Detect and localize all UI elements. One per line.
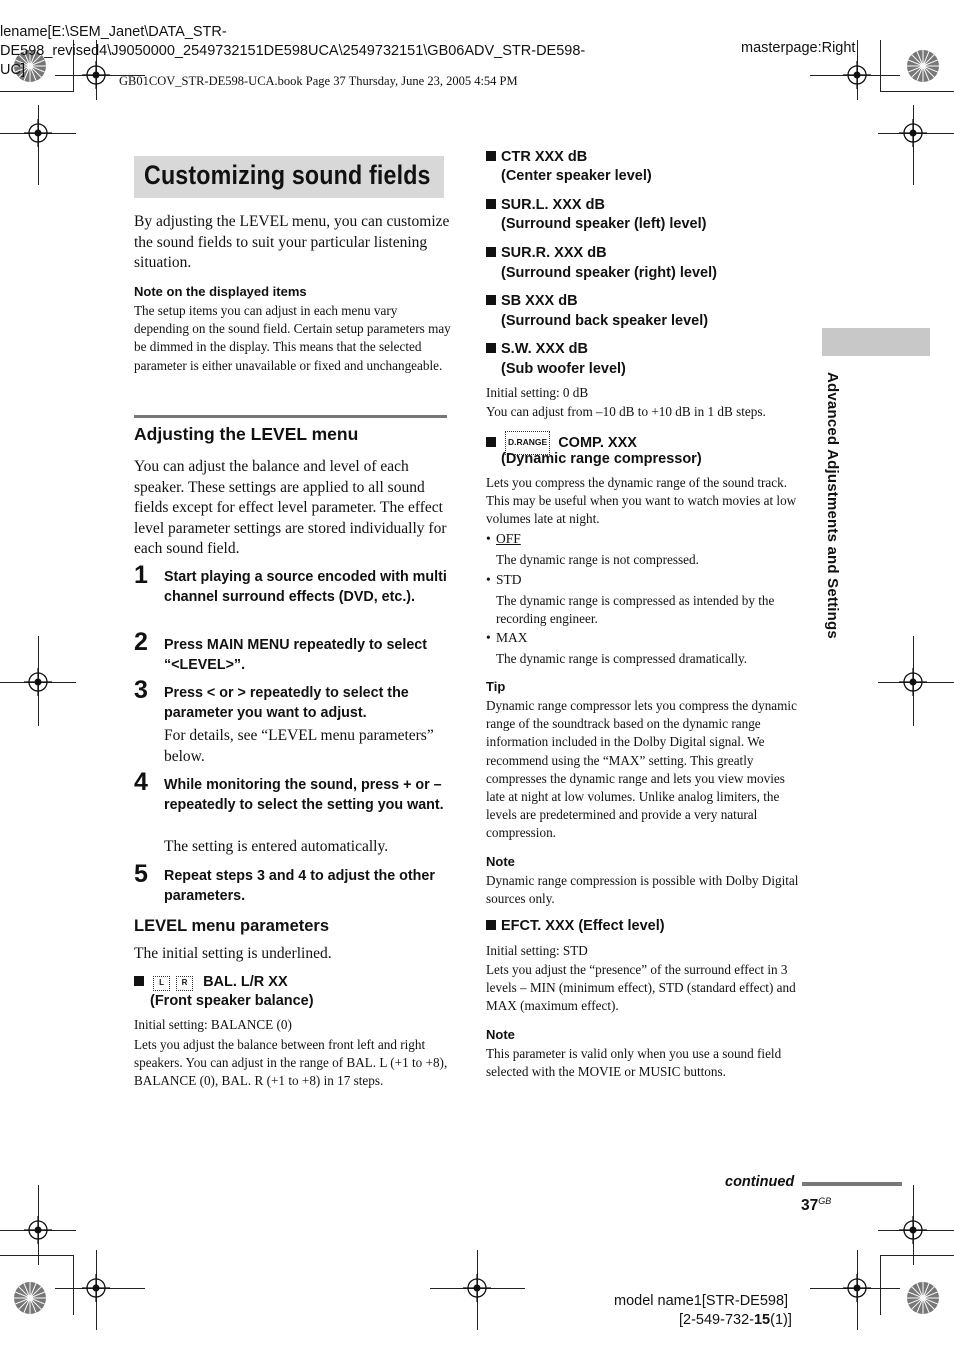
step-text: Press MAIN MENU repeatedly to select “<LEVEL>”. — [164, 637, 427, 673]
level-subheading: (Surround speaker (right) level) — [501, 265, 717, 281]
filename-line-1: lename[E:\SEM_Janet\DATA_STR- — [0, 24, 227, 40]
option-description: The dynamic range is compressed dramatically. — [496, 651, 748, 666]
continued-rule — [802, 1182, 902, 1186]
step-text: While monitoring the sound, press + or – repeatedly to select the setting you want. — [164, 777, 444, 813]
filename-line-2: DE598_revised4\J9050000_2549732151DE598UCA\2549732151\GB06ADV_STR-DE598- — [0, 43, 586, 59]
balance-heading-text: BAL. L/R XX — [203, 974, 288, 990]
page-number: $37^{GB}$ — [801, 1196, 832, 1215]
option-description: The dynamic range is not compressed. — [496, 552, 699, 567]
comp-heading: D.RANGE COMP. XXX — [486, 431, 637, 455]
level-heading: S.W. XXX dB — [486, 340, 588, 360]
balance-description: Lets you adjust the balance between front left and right speakers. You can adjust in the range of BAL. L (+1 to +8), BALANCE (0), BAL. R (+1 to +8) in 17 steps. — [134, 1037, 448, 1089]
step-number: 5 — [134, 860, 148, 888]
option-description: The dynamic range is compressed as intended by the recording engineer. — [496, 593, 775, 627]
effect-initial: Initial setting: STD — [486, 943, 588, 958]
option-bullet: • — [486, 531, 491, 546]
level-range: You can adjust from –10 dB to +10 dB in 1 dB steps. — [486, 404, 766, 419]
section-intro: You can adjust the balance and level of each speaker. These settings are applied to all sound fields except for effect level parameter. The effect level parameter settings are stored individually for each sound field. — [134, 458, 447, 557]
level-subheading: (Surround back speaker level) — [501, 313, 709, 329]
note-heading: Note — [486, 1027, 515, 1042]
step-text: Press < or > repeatedly to select the parameter you want to adjust. — [164, 685, 409, 721]
params-title: LEVEL menu parameters — [134, 917, 330, 935]
step-text: Start playing a source encoded with multi channel surround effects (DVD, etc.). — [164, 569, 447, 605]
option-name: OFF — [496, 531, 521, 546]
note-text: Dynamic range compression is possible with Dolby Digital sources only. — [486, 873, 799, 907]
balance-heading — [134, 973, 288, 993]
section-title: Adjusting the LEVEL menu — [134, 424, 359, 444]
balance-subheading: (Front speaker balance) — [150, 993, 314, 1009]
square-bullet-icon — [486, 295, 496, 305]
note-paragraph: The setup items you can adjust in each menu vary depending on the sound field. Certain setup parameters may be dimmed in the display. This means that the selected parameter is either unavailable or fixed and unchangeable. — [134, 303, 451, 373]
square-bullet-icon — [486, 151, 496, 161]
note-heading: Note on the displayed items — [134, 284, 307, 299]
intro-paragraph: By adjusting the LEVEL menu, you can customize the sound fields to suit your particular listening situation. — [134, 213, 450, 271]
note-text: This parameter is valid only when you use a sound field selected with the MOVIE or MUSIC buttons. — [486, 1046, 782, 1080]
comp-subheading: (Dynamic range compressor) — [501, 451, 702, 467]
option-bullet: • — [486, 630, 491, 645]
masterpage-label: masterpage:Right — [741, 40, 856, 56]
section-side-tab — [822, 328, 930, 356]
square-bullet-icon — [486, 199, 496, 209]
square-bullet-icon — [486, 343, 496, 353]
comp-description: Lets you compress the dynamic range of the sound track. This may be useful when you want to watch movies at low volumes late at night. — [486, 475, 797, 527]
effect-heading: EFCT. XXX (Effect level) — [486, 917, 665, 937]
effect-description: Lets you adjust the “presence” of the surround effect in 3 levels – MIN (minimum effect), STD (standard effect) and MAX (maximum effect). — [486, 962, 796, 1014]
right-speaker-icon: R — [176, 976, 193, 991]
step-number: 1 — [134, 561, 148, 589]
drange-icon: D.RANGE — [505, 431, 550, 455]
side-tab-label: Advanced Adjustments and Settings — [824, 372, 841, 639]
square-bullet-icon — [486, 437, 496, 447]
level-subheading: (Sub woofer level) — [501, 361, 626, 377]
book-info-line: GB01COV_STR-DE598-UCA.book Page 37 Thursday, June 23, 2005 4:54 PM — [119, 74, 518, 88]
section-rule — [134, 415, 447, 418]
step-number: 3 — [134, 676, 148, 704]
level-heading: CTR XXX dB — [486, 148, 587, 168]
model-name-line: model name1[STR-DE598] — [614, 1293, 789, 1309]
filename-line-3: UC] — [0, 62, 25, 78]
step-number: 2 — [134, 628, 148, 656]
left-speaker-icon: L — [153, 976, 170, 991]
step-number: 4 — [134, 768, 148, 796]
level-heading: SUR.R. XXX dB — [486, 244, 607, 264]
option-name: MAX — [496, 630, 528, 645]
page-title: Customizing sound fields — [144, 160, 431, 190]
continued-label: continued — [725, 1174, 795, 1190]
balance-initial: Initial setting: BALANCE (0) — [134, 1017, 292, 1032]
model-code-line: [2-549-732-15(1)] — [679, 1312, 792, 1328]
level-initial: Initial setting: 0 dB — [486, 385, 589, 400]
params-intro: The initial setting is underlined. — [134, 945, 332, 962]
level-subheading: (Center speaker level) — [501, 168, 652, 184]
step-subtext: For details, see “LEVEL menu parameters” below. — [164, 727, 434, 765]
level-subheading: (Surround speaker (left) level) — [501, 216, 707, 232]
level-heading: SUR.L. XXX dB — [486, 196, 605, 216]
option-bullet: • — [486, 572, 491, 587]
square-bullet-icon — [486, 920, 496, 930]
step-subtext: The setting is entered automatically. — [164, 838, 389, 855]
square-bullet-icon — [134, 976, 144, 986]
square-bullet-icon — [486, 247, 496, 257]
option-name: STD — [496, 572, 522, 587]
note-heading: Note — [486, 854, 515, 869]
level-heading: SB XXX dB — [486, 292, 578, 312]
tip-text: Dynamic range compressor lets you compress the dynamic range of the soundtrack based on the dynamic range information included in the Dolby Digital signal. We recommend using the “MAX” setting. This greatly compresses the dynamic range and lets you view movies late at night at low volumes. Unlike analog limiters, the levels are predetermined and provide a very natural compression. — [486, 698, 797, 841]
tip-heading: Tip — [486, 679, 506, 694]
step-text: Repeat steps 3 and 4 to adjust the other parameters. — [164, 868, 435, 904]
